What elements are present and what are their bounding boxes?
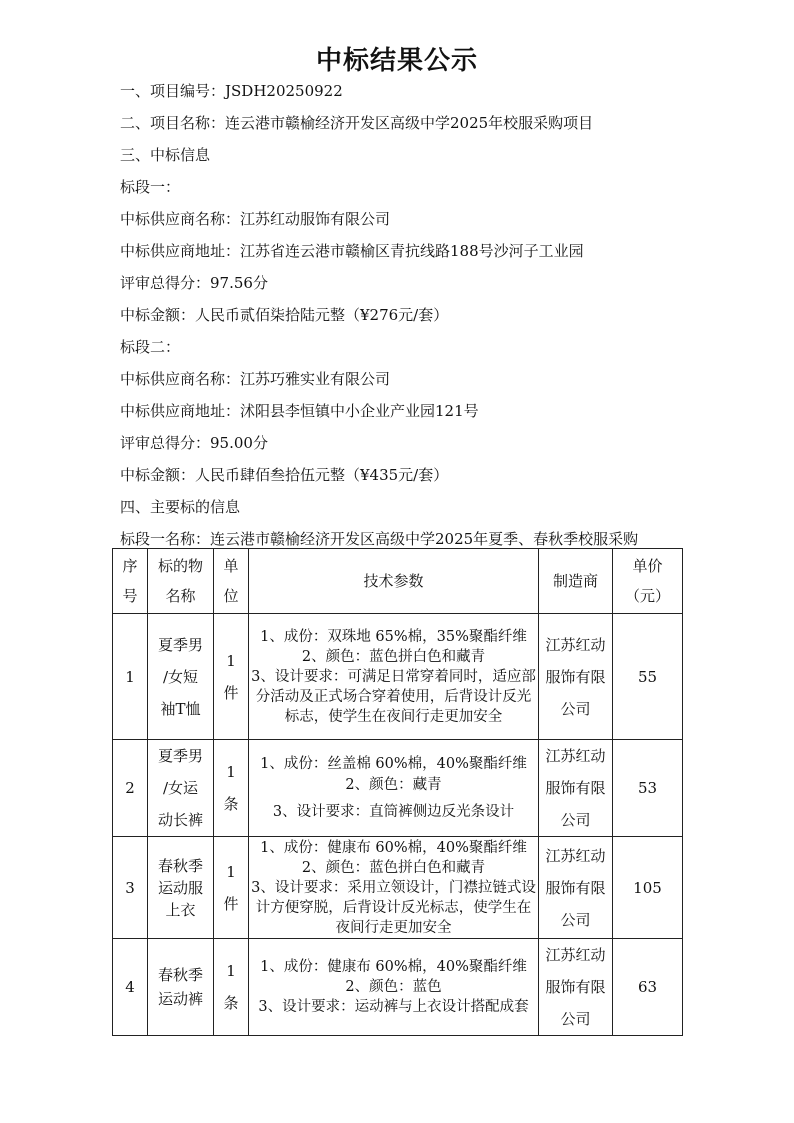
row-params: 1、成份：双珠地 65%棉，35%聚酯纤维 2、颜色：蓝色拼白色和藏青 3、设计要求：可满足日常穿着同时，适应部分活动及正式场合穿着使用，后背设计反光标志，使学生在夜间行走更加安全 bbox=[249, 614, 539, 740]
header-item-name: 标的物 名称 bbox=[148, 549, 214, 614]
row-price: 55 bbox=[613, 614, 683, 740]
row-params: 1、成份：丝盖棉 60%棉，40%聚酯纤维 2、颜色：藏青 3、设计要求：直筒裤侧边反光条设计 bbox=[249, 740, 539, 837]
row-maker: 江苏红动 服饰有限 公司 bbox=[539, 740, 613, 837]
row-params: 1、成份：健康布 60%棉，40%聚酯纤维 2、颜色：蓝色拼白色和藏青 3、设计要求：采用立领设计，门襟拉链式设计方便穿脱，后背设计反光标志，使学生在夜间行走更加安全 bbox=[249, 837, 539, 939]
row-maker: 江苏红动 服饰有限 公司 bbox=[539, 939, 613, 1036]
lot1-score: 评审总得分：97.56分 bbox=[120, 274, 268, 292]
table-row bbox=[113, 939, 683, 1036]
row-maker: 江苏红动 服饰有限 公司 bbox=[539, 837, 613, 939]
header-seq: 序 号 bbox=[113, 549, 148, 614]
row-seq: 2 bbox=[113, 740, 148, 837]
row-item-name: 春秋季 运动裤 bbox=[148, 939, 214, 1036]
header-params: 技术参数 bbox=[249, 549, 539, 614]
row-price: 63 bbox=[613, 939, 683, 1036]
row-seq: 1 bbox=[113, 614, 148, 740]
row-item-name: 春秋季 运动服 上衣 bbox=[148, 837, 214, 939]
lot1-amount: 中标金额：人民币贰佰柒拾陆元整（¥276元/套） bbox=[120, 306, 449, 324]
header-unit: 单 位 bbox=[214, 549, 249, 614]
row-item-name: 夏季男 /女运 动长裤 bbox=[148, 740, 214, 837]
lot1-supplier-name: 中标供应商名称：江苏红动服饰有限公司 bbox=[120, 210, 391, 228]
row-seq: 3 bbox=[113, 837, 148, 939]
header-price: 单价 （元） bbox=[613, 549, 683, 614]
row-unit: 1 件 bbox=[214, 614, 249, 740]
row-params: 1、成份：健康布 60%棉，40%聚酯纤维 2、颜色：蓝色 3、设计要求：运动裤与上衣设计搭配成套 bbox=[249, 939, 539, 1036]
header-maker: 制造商 bbox=[539, 549, 613, 614]
table-row bbox=[113, 614, 683, 740]
project-name: 二、项目名称：连云港市赣榆经济开发区高级中学2025年校服采购项目 bbox=[120, 114, 594, 132]
row-item-name: 夏季男 /女短 袖T恤 bbox=[148, 614, 214, 740]
section-main-items: 四、主要标的信息 bbox=[120, 498, 241, 516]
lot2-heading: 标段二： bbox=[120, 338, 181, 356]
project-number: 一、项目编号：JSDH20250922 bbox=[120, 82, 343, 100]
row-unit: 1 条 bbox=[214, 939, 249, 1036]
section-award-info: 三、中标信息 bbox=[120, 146, 211, 164]
lot2-score: 评审总得分：95.00分 bbox=[120, 434, 268, 452]
table-header-row bbox=[113, 549, 683, 614]
row-unit: 1 件 bbox=[214, 837, 249, 939]
row-maker: 江苏红动 服饰有限 公司 bbox=[539, 614, 613, 740]
lot1-heading: 标段一： bbox=[120, 178, 181, 196]
row-unit: 1 条 bbox=[214, 740, 249, 837]
table-row bbox=[113, 740, 683, 837]
lot2-amount: 中标金额：人民币肆佰叁拾伍元整（¥435元/套） bbox=[120, 466, 449, 484]
lot1-name: 标段一名称：连云港市赣榆经济开发区高级中学2025年夏季、春秋季校服采购 bbox=[120, 530, 639, 548]
lot2-supplier-address: 中标供应商地址：沭阳县李恒镇中小企业产业园121号 bbox=[120, 402, 479, 420]
row-price: 105 bbox=[613, 837, 683, 939]
page-title: 中标结果公示 bbox=[315, 46, 478, 76]
lot1-supplier-address: 中标供应商地址：江苏省连云港市赣榆区青抗线路188号沙河子工业园 bbox=[120, 242, 584, 260]
row-price: 53 bbox=[613, 740, 683, 837]
row-seq: 4 bbox=[113, 939, 148, 1036]
items-table bbox=[112, 548, 683, 1036]
table-row bbox=[113, 837, 683, 939]
lot2-supplier-name: 中标供应商名称：江苏巧雅实业有限公司 bbox=[120, 370, 391, 388]
